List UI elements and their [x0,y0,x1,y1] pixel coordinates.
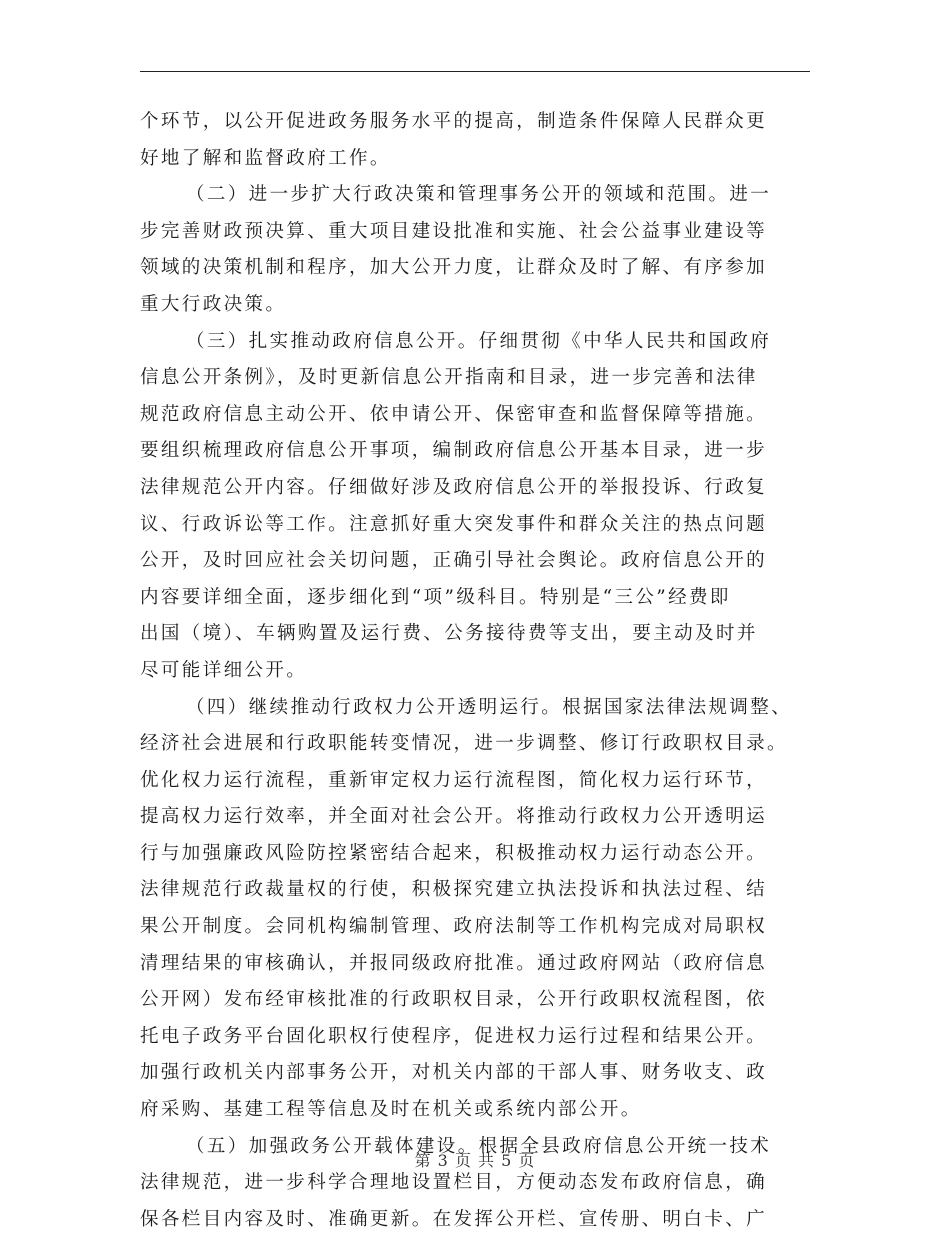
text-line: 好地了解和监督政府工作。 [140,147,391,169]
header-rule [140,71,810,72]
text-line: 府采购、基建工程等信息及时在机关或系统内部公开。 [140,1099,642,1121]
text-line: 经济社会进展和行政职能转变情况，进一步调整、修订行政职权目录。 [140,733,788,755]
text-line: 优化权力运行流程，重新审定权力运行流程图，简化权力运行环节， [140,769,768,791]
text-line: 保各栏目内容及时、准确更新。在发挥公开栏、宣传册、明白卡、广 [140,1208,768,1230]
text-line: 托电子政务平台固化职权行使程序，促进权力运行过程和结果公开。 [140,1025,768,1047]
text-line: 加强行政机关内部事务公开，对机关内部的干部人事、财务收支、政 [140,1062,768,1084]
text-line: 公开，及时回应社会关切问题，正确引导社会舆论。政府信息公开的 [140,550,768,572]
text-line: （二）进一步扩大行政决策和管理事务公开的领域和范围。进一 [186,184,772,206]
page-number: 第 3 页 共 5 页 [414,1151,536,1170]
document-body [140,104,812,1238]
text-line: 提高权力运行效率，并全面对社会公开。将推动行政权力公开透明运 [140,806,768,828]
text-line: 法律规范公开内容。仔细做好涉及政府信息公开的举报投诉、行政复 [140,476,768,498]
text-line: 内容要详细全面，逐步细化到“项”级科目。特别是“三公”经费即 [140,586,731,608]
text-line: 信息公开条例》，及时更新信息公开指南和目录，进一步完善和法律 [140,367,758,389]
text-line: 出国（境）、车辆购置及运行费、公务接待费等支出，要主动及时并 [140,623,758,645]
text-line: 重大行政决策。 [140,293,287,315]
text-line: 规范政府信息主动公开、依申请公开、保密审查和监督保障等措施。 [140,403,768,425]
text-line: 法律规范行政裁量权的行使，积极探究建立执法投诉和执法过程、结 [140,879,768,901]
text-line: 公开网）发布经审核批准的行政职权目录，公开行政职权流程图，依 [140,989,768,1011]
text-line: 果公开制度。会同机构编制管理、政府法制等工作机构完成对局职权 [140,916,768,938]
text-line: 要组织梳理政府信息公开事项，编制政府信息公开基本目录，进一步 [140,440,768,462]
text-line: 步完善财政预决算、重大项目建设批准和实施、社会公益事业建设等 [140,220,768,242]
text-line: 清理结果的审核确认，并报同级政府批准。通过政府网站（政府信息 [140,952,768,974]
text-line: 尽可能详细公开。 [140,659,308,681]
text-line: 领域的决策机制和程序，加大公开力度，让群众及时了解、有序参加 [140,257,768,279]
text-line: 法律规范，进一步科学合理地设置栏目，方便动态发布政府信息，确 [140,1172,768,1194]
text-line: 个环节，以公开促进政务服务水平的提高，制造条件保障人民群众更 [140,111,768,132]
text-line: （四）继续推动行政权力公开透明运行。根据国家法律法规调整、 [186,696,793,718]
text-line: 行与加强廉政风险防控紧密结合起来，积极推动权力运行动态公开。 [140,842,768,864]
text-line: 议、行政诉讼等工作。注意抓好重大突发事件和群众关注的热点问题 [140,513,768,535]
text-line: （五）加强政务公开载体建设。根据全县政府信息公开统一技术 [186,1135,772,1157]
text-line: （三）扎实推动政府信息公开。仔细贯彻《中华人民共和国政府 [186,330,772,352]
